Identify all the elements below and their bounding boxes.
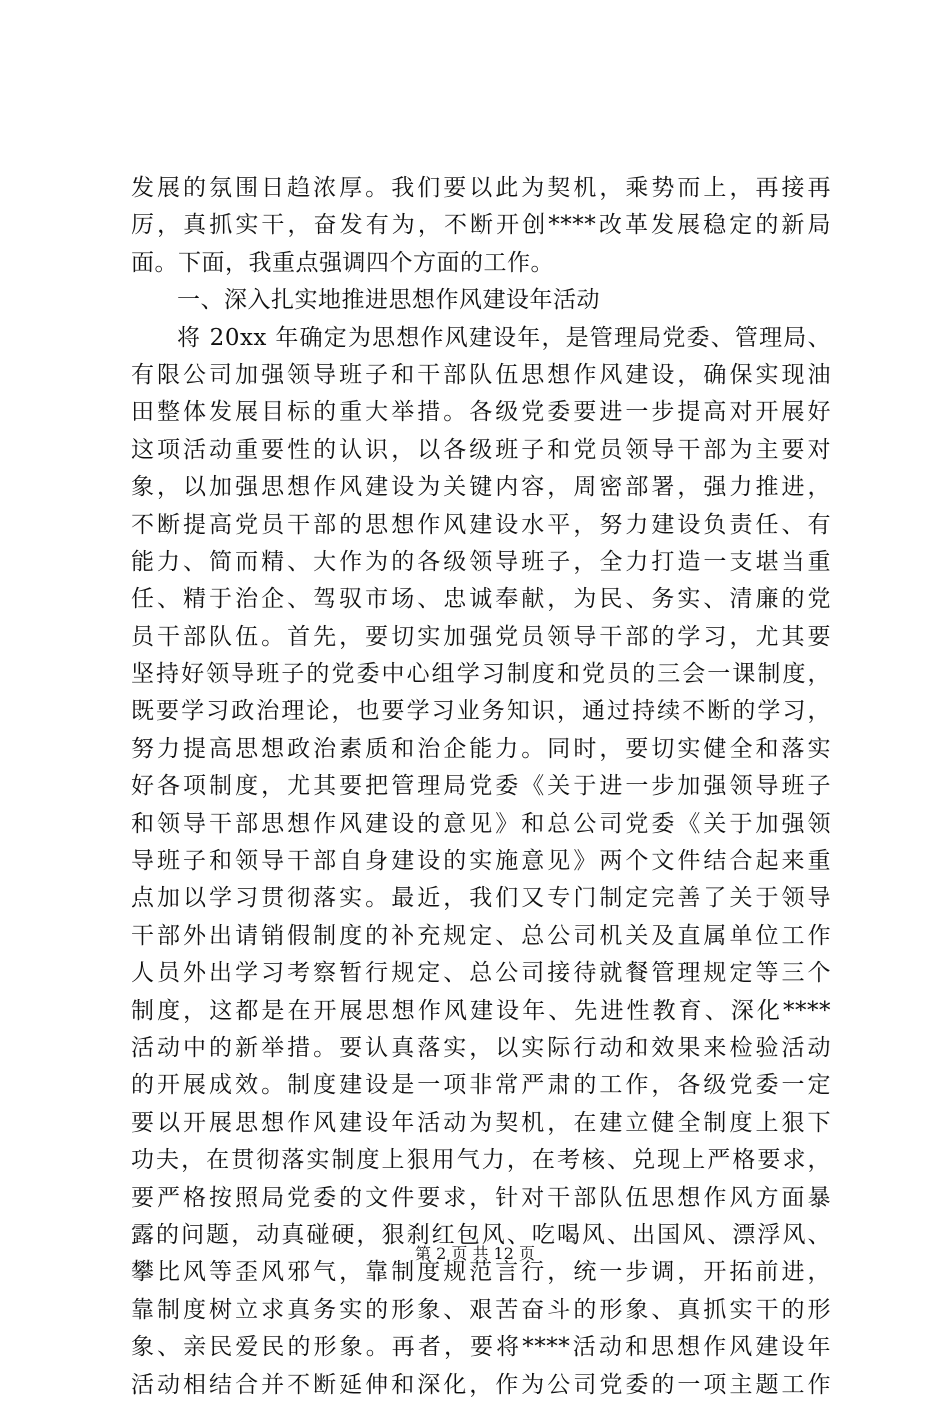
text-line: 不断提高党员干部的思想作风建设水平，努力建设负责任、有 xyxy=(131,511,831,538)
text-line: 和领导干部思想作风建设的意见》和总公司党委《关于加强领 xyxy=(131,810,831,837)
text-line: 导班子和领导干部自身建设的实施意见》两个文件结合起来重 xyxy=(131,848,831,875)
text-line: 功夫，在贯彻落实制度上狠用气力，在考核、兑现上严格要求， xyxy=(131,1147,831,1174)
text-line: 坚持好领导班子的党委中心组学习制度和党员的三会一课制度， xyxy=(131,661,831,688)
text-line: 干部外出请销假制度的补充规定、总公司机关及直属单位工作 xyxy=(131,922,831,949)
text-line: 能力、简而精、大作为的各级领导班子，全力打造一支堪当重 xyxy=(131,548,831,575)
text-line: 象、亲民爱民的形象。再者，要将****活动和思想作风建设年 xyxy=(131,1334,831,1361)
text-line: 好各项制度，尤其要把管理局党委《关于进一步加强领导班子 xyxy=(131,773,831,800)
text-line: 员干部队伍。首先，要切实加强党员领导干部的学习，尤其要 xyxy=(131,623,831,650)
page-number-footer: 第 2 页 共 12 页 xyxy=(415,1244,535,1263)
body-text xyxy=(131,170,831,1404)
text-line: 厉，真抓实干，奋发有为，不断开创****改革发展稳定的新局 xyxy=(131,212,831,239)
text-line: 有限公司加强领导班子和干部队伍思想作风建设，确保实现油 xyxy=(131,361,831,388)
text-line: 攀比风等歪风邪气，靠制度规范言行，统一步调，开拓前进， xyxy=(131,1259,831,1286)
text-line: 点加以学习贯彻落实。最近，我们又专门制定完善了关于领导 xyxy=(131,885,831,912)
text-line: 象，以加强思想作风建设为关键内容，周密部署，强力推进， xyxy=(131,474,831,501)
text-line: 将 20xx 年确定为思想作风建设年，是管理局党委、管理局、 xyxy=(177,324,831,351)
text-line: 努力提高思想政治素质和治企能力。同时，要切实健全和落实 xyxy=(131,735,831,762)
section-heading: 一、深入扎实地推进思想作风建设年活动 xyxy=(177,287,600,314)
text-line: 的开展成效。制度建设是一项非常严肃的工作，各级党委一定 xyxy=(131,1072,831,1099)
text-line: 制度，这都是在开展思想作风建设年、先进性教育、深化**** xyxy=(131,997,831,1024)
text-line: 活动中的新举措。要认真落实，以实际行动和效果来检验活动 xyxy=(131,1034,831,1061)
text-line: 活动相结合并不断延伸和深化，作为公司党委的一项主题工作 xyxy=(131,1371,831,1398)
text-line: 露的问题，动真碰硬，狠刹红包风、吃喝风、出国风、漂浮风、 xyxy=(131,1221,831,1248)
text-line: 任、精于治企、驾驭市场、忠诚奉献，为民、务实、清廉的党 xyxy=(131,586,831,613)
text-line: 靠制度树立求真务实的形象、艰苦奋斗的形象、真抓实干的形 xyxy=(131,1296,831,1323)
text-line: 发展的氛围日趋浓厚。我们要以此为契机，乘势而上，再接再 xyxy=(131,175,831,201)
text-line: 要以开展思想作风建设年活动为契机，在建立健全制度上狠下 xyxy=(131,1109,831,1136)
text-line: 这项活动重要性的认识，以各级班子和党员领导干部为主要对 xyxy=(131,436,831,463)
text-line: 面。下面，我重点强调四个方面的工作。 xyxy=(131,249,554,276)
text-line: 田整体发展目标的重大举措。各级党委要进一步提高对开展好 xyxy=(131,399,831,426)
text-line: 既要学习政治理论，也要学习业务知识，通过持续不断的学习， xyxy=(131,698,831,725)
text-line: 要严格按照局党委的文件要求，针对干部队伍思想作风方面暴 xyxy=(131,1184,831,1211)
text-line: 人员外出学习考察暂行规定、总公司接待就餐管理规定等三个 xyxy=(131,960,831,987)
